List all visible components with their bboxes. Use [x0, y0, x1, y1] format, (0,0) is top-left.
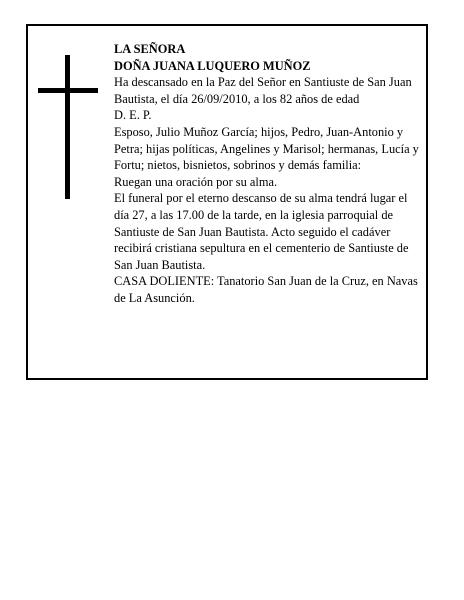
funeral-details: El funeral por el eterno descanso de su alma tendrá lugar el día 27, a las 17.00 de la tarde, en la iglesia parroquial de Santiuste de San Juan Bautista. Acto seguido el cadáver recibirá cristiana sepultura en el cementerio de Santiuste de San Juan Bautista. [114, 191, 409, 272]
heading-title: LA SEÑORA [114, 42, 186, 56]
family-list: Esposo, Julio Muñoz García; hijos, Pedro, Juan-Antonio y Petra; hijas políticas, Angelines y Marisol; hermanas, Lucía y Fortu; nietos, bisnietos, sobrinos y demás familia: [114, 124, 419, 173]
rip-line: D. E. P. [114, 108, 152, 123]
cross-icon [38, 55, 98, 199]
death-statement: Ha descansado en la Paz del Señor en Santiuste de San Juan Bautista, el día 26/09/2010, a los 82 años de edad [114, 75, 412, 106]
obituary-text [114, 41, 420, 307]
prayer-request: Ruegan una oración por su alma. [114, 174, 278, 189]
deceased-name: DOÑA JUANA LUQUERO MUÑOZ [114, 58, 311, 73]
cross-vertical-bar [65, 55, 70, 199]
mourning-house: CASA DOLIENTE: Tanatorio San Juan de la Cruz, en Navas de La Asunción. [114, 274, 418, 305]
obituary-notice [26, 24, 428, 380]
cross-horizontal-bar [38, 88, 98, 93]
